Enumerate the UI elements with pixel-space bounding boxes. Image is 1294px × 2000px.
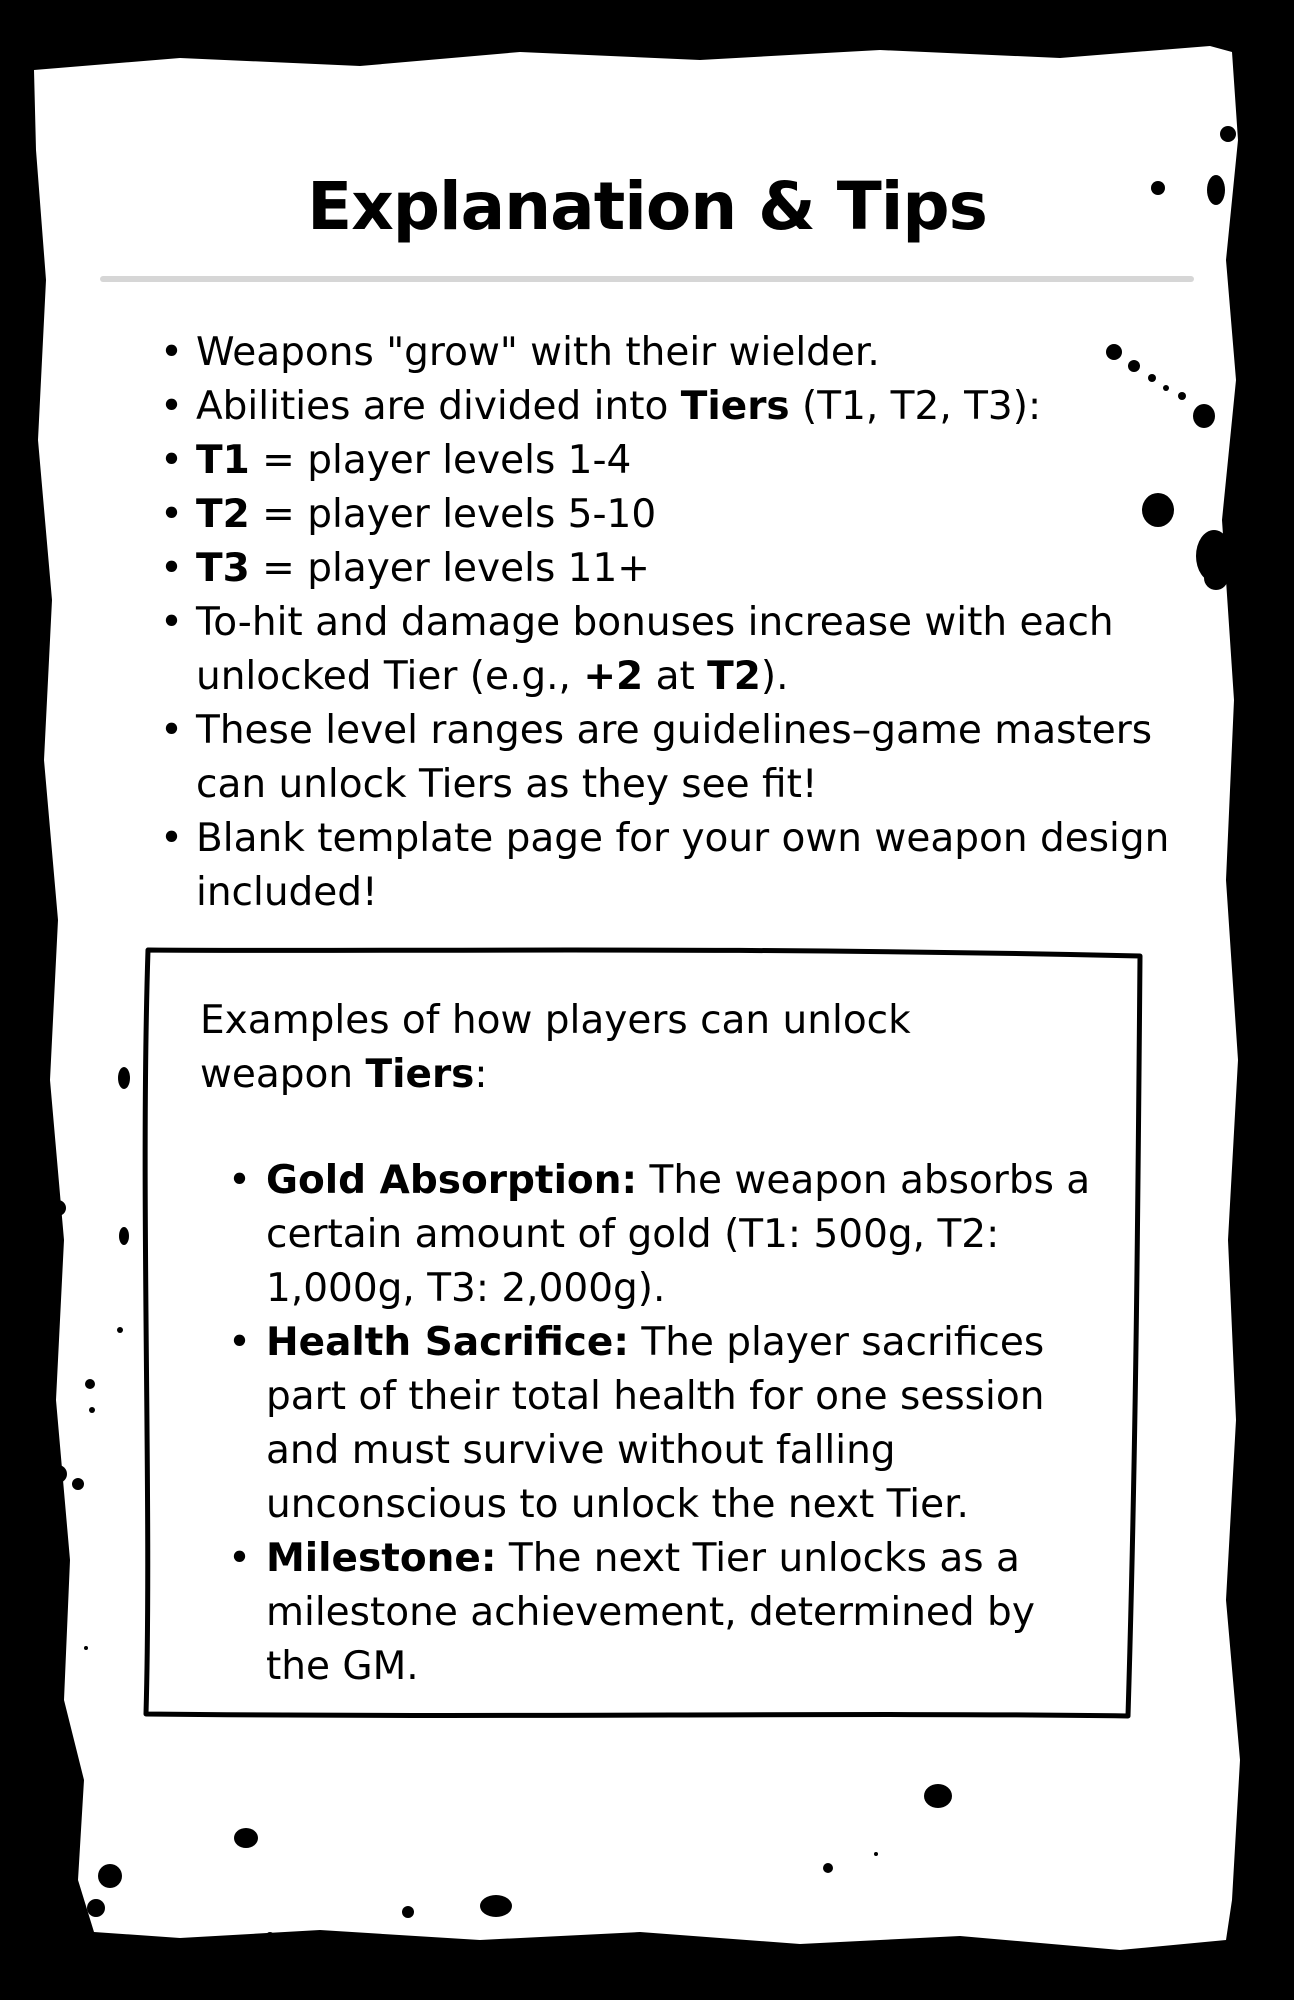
tip-text: To-hit and damage bonuses increase with each unlocked Tier (e.g., xyxy=(196,600,1114,699)
tip-text: ). xyxy=(760,654,789,699)
tip-bold-text: T1 xyxy=(196,438,250,483)
tip-text: Abilities are divided into xyxy=(196,384,681,429)
examples-intro-line-1: Examples of how players can unlock xyxy=(200,998,911,1043)
title-divider xyxy=(100,276,1194,282)
method-text: The weapon absorbs a certain amount of gold (T1: 500g, T2: 1,000g, T3: 2,000g). xyxy=(266,1158,1091,1311)
tip-item xyxy=(160,542,1170,596)
tip-text: These level ranges are guidelines–game masters can unlock Tiers as they see fit! xyxy=(196,708,1153,807)
examples-intro xyxy=(200,994,1100,1102)
tip-bold-text: T2 xyxy=(196,492,250,537)
method-label: Milestone: xyxy=(266,1536,497,1581)
tip-item xyxy=(160,326,1170,380)
tip-item xyxy=(160,380,1170,434)
tip-bold-text: T3 xyxy=(196,546,250,591)
method-text: The player sacrifices part of their total health for one session and must survive without falling unconscious to unlock the next Tier. xyxy=(266,1320,1045,1527)
tip-text: = player levels 1-4 xyxy=(249,438,632,483)
tips-list xyxy=(160,326,1170,920)
method-text: The next Tier unlocks as a milestone achievement, determined by the GM. xyxy=(266,1536,1035,1689)
tip-bold-text: +2 xyxy=(583,654,644,699)
method-gold-absorption xyxy=(228,1154,1098,1316)
tip-item xyxy=(160,812,1170,920)
method-label: Gold Absorption: xyxy=(266,1158,638,1203)
tip-text: (T1, T2, T3): xyxy=(789,384,1042,429)
tip-item xyxy=(160,434,1170,488)
unlock-methods-list xyxy=(228,1154,1098,1694)
tip-text: = player levels 5-10 xyxy=(249,492,657,537)
tip-item xyxy=(160,704,1170,812)
tip-text: Blank template page for your own weapon design included! xyxy=(196,816,1170,915)
page-title: Explanation & Tips xyxy=(307,168,987,245)
tip-text: = player levels 11+ xyxy=(249,546,650,591)
method-health-sacrifice xyxy=(228,1316,1098,1532)
examples-intro-line-2 xyxy=(200,1048,1100,1102)
method-milestone xyxy=(228,1532,1098,1694)
examples-intro-suffix: : xyxy=(474,1052,488,1097)
tip-text: at xyxy=(643,654,708,699)
tip-bold-text: Tiers xyxy=(680,384,790,429)
tip-bold-text: T2 xyxy=(707,654,761,699)
tip-item xyxy=(160,488,1170,542)
method-label: Health Sacrifice: xyxy=(266,1320,629,1365)
tip-text: Weapons "grow" with their wielder. xyxy=(196,330,880,375)
examples-intro-bold: Tiers xyxy=(365,1052,475,1097)
tip-item xyxy=(160,596,1170,704)
examples-intro-prefix: weapon xyxy=(200,1052,366,1097)
